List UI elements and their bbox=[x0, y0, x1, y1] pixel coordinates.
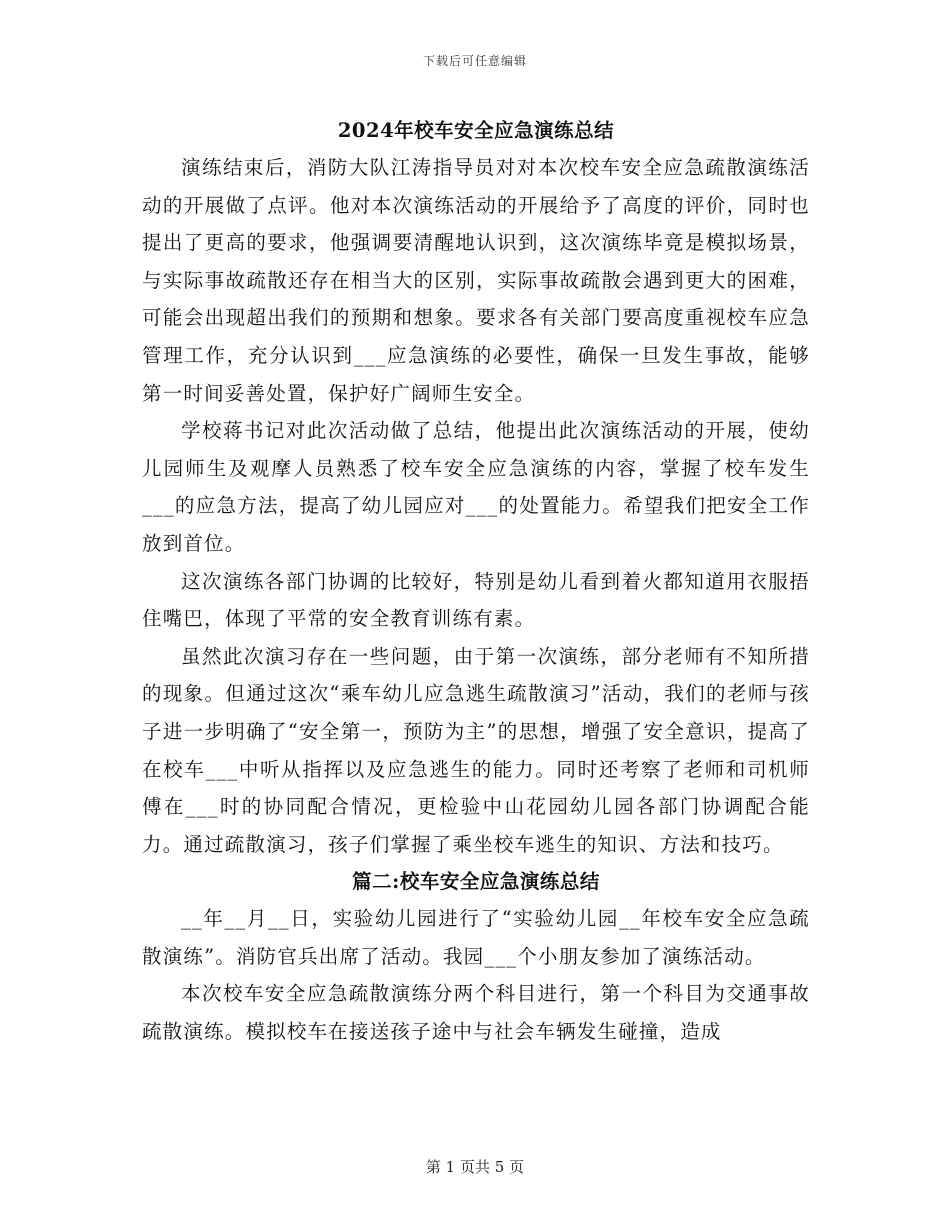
paragraph: 演练结束后，消防大队江涛指导员对对本次校车安全应急疏散演练活动的开展做了点评。他对本次演练活动的开展给予了高度的评价，同时也提出了更高的要求，他强调要清醒地认识到，这次演练毕竟是模拟场景，与实际事故疏散还存在相当大的区别，实际事故疏散会遇到更大的困难，可能会出现超出我们的预期和想象。要求各有关部门要高度重视校车应急管理工作，充分认识到___应急演练的必要性，确保一旦发生事故，能够第一时间妥善处置，保护好广阔师生安全。 bbox=[142, 156, 810, 405]
paragraph: 本次校车安全应急疏散演练分两个科目进行，第一个科目为交通事故疏散演练。模拟校车在接送孩子途中与社会车辆发生碰撞，造成 bbox=[142, 982, 810, 1044]
page-number: 第 1 页共 5 页 bbox=[425, 1158, 525, 1176]
paragraph: 这次演练各部门协调的比较好，特别是幼儿看到着火都知道用衣服捂住嘴巴，体现了平常的安全教育训练有素。 bbox=[142, 569, 810, 631]
paragraph: 学校蒋书记对此次活动做了总结，他提出此次演练活动的开展，使幼儿园师生及观摩人员熟悉了校车安全应急演练的内容，掌握了校车发生___的应急方法，提高了幼儿园应对___的处置能力。希望我们把安全工作放到首位。 bbox=[142, 419, 810, 555]
section-title: 篇二:校车安全应急演练总结 bbox=[352, 870, 600, 894]
paragraph: __年__月__日，实验幼儿园进行了“实验幼儿园__年校车安全应急疏散演练”。消防官兵出席了活动。我园___个小朋友参加了演练活动。 bbox=[142, 907, 810, 968]
paragraph: 虽然此次演习存在一些问题，由于第一次演练，部分老师有不知所措的现象。但通过这次“乘车幼儿应急逃生疏散演习”活动，我们的老师与孩子进一步明确了“安全第一，预防为主”的思想，增强了安全意识，提高了在校车___中听从指挥以及应急逃生的能力。同时还考察了老师和司机师傅在___时的协同配合情况，更检验中山花园幼儿园各部门协调配合能力。通过疏散演习，孩子们掌握了乘坐校车逃生的知识、方法和技巧。 bbox=[142, 644, 810, 856]
document-body bbox=[142, 112, 810, 1051]
page-header-note: 下载后可任意编辑 bbox=[422, 54, 527, 68]
document-title: 2024年校车安全应急演练总结 bbox=[337, 119, 615, 142]
